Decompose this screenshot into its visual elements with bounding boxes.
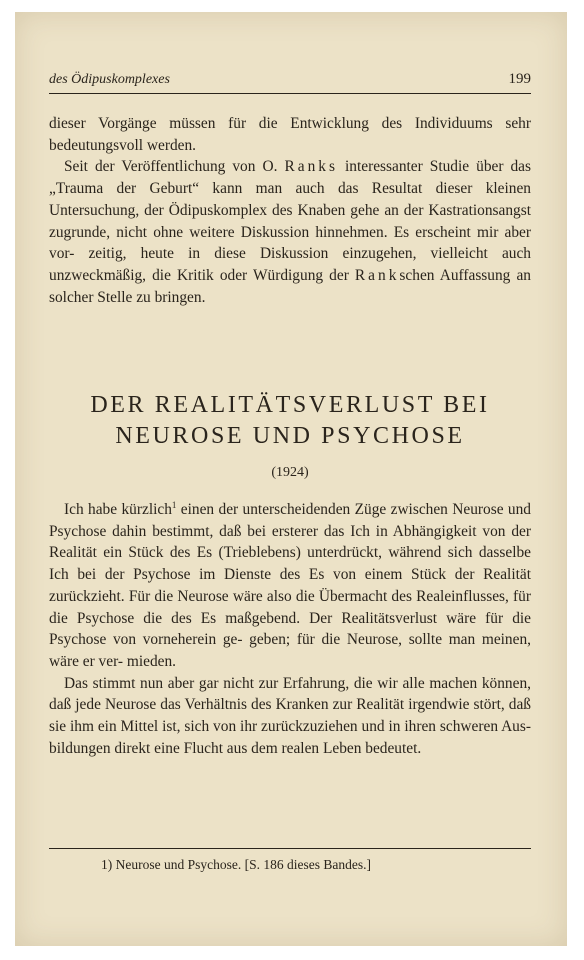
intro-text — [49, 113, 531, 308]
intro-p2-end: schen Auffassung an solcher Stelle zu bringen. — [49, 266, 531, 306]
intro-p2-start: Seit der Veröffentlichung von O. — [64, 158, 278, 176]
intro-p2-middle: interessanter Studie über das „Trauma der Geburt“ kann man auch das Resultat dieser kleinen Untersuchung, der Ödipuskomplex des Knaben gehe an der Kastrationsangst zugrunde, nicht ohne weitere Diskussion hinnehmen. Es erscheint mir aber vor- zeitig, heute in diese Diskussion einzugehen, vielleicht auch unzweckmäßig, die Kritik oder Würdigung der — [49, 158, 532, 284]
book-page — [15, 12, 567, 946]
intro-paragraph-1: dieser Vorgänge müssen für die Entwicklung des Individuums sehr bedeutungsvoll werden. — [49, 115, 531, 154]
chapter-body — [49, 499, 531, 759]
chapter-paragraph-2: Das stimmt nun aber gar nicht zur Erfahrung, die wir alle machen können, daß jede Neurose das Verhältnis des Kranken zur Realität irgendwie stört, daß sie ihm ein Mittel ist, sich von ihr zurückzuziehen und in ihren schweren Aus- bildungen direkt eine Flucht aus dem realen Leben bedeutet. — [49, 674, 531, 757]
footnote-marker: 1 — [171, 499, 177, 510]
footnote-divider — [49, 848, 531, 849]
intro-paragraph-2 — [49, 156, 531, 308]
chapter-heading — [49, 390, 531, 481]
chapter-p1-rest: einen der unterscheidenden Züge zwischen Neurose und Psychose dahin bestimmt, daß bei ersterer das Ich in Abhängigkeit von der Realität ein Stück des Es (Trieblebens) unterdrückt, während sich dasselbe Ich bei der Psychose im Dienste des Es von einem Stück der Realität zurückzieht. Für die Neurose wäre also die Übermacht des Realeinflusses, für die Psychose die des Es maßgebend. Der Realitätsverlust wäre für die Psychose von vorneherein ge- geben; für die Neurose, sollte man meinen, wäre er ver- mieden. — [49, 501, 532, 670]
chapter-title-line-1: DER REALITÄTSVERLUST BEI — [90, 392, 490, 418]
chapter-year: (1924) — [271, 465, 309, 480]
page-number: 199 — [508, 71, 531, 87]
running-head: des Ödipuskomplexes — [49, 72, 170, 87]
author-name-rank-2: Rank — [354, 266, 400, 284]
chapter-paragraph-1 — [49, 499, 531, 673]
page-header — [49, 69, 531, 94]
chapter-p1-start: Ich habe kürzlich — [64, 501, 172, 518]
chapter-title-line-2: NEUROSE UND PSYCHOSE — [115, 423, 465, 449]
footnote: 1) Neurose und Psychose. [S. 186 dieses Bandes.] — [101, 857, 371, 872]
author-name-rank: Ranks — [284, 158, 338, 176]
